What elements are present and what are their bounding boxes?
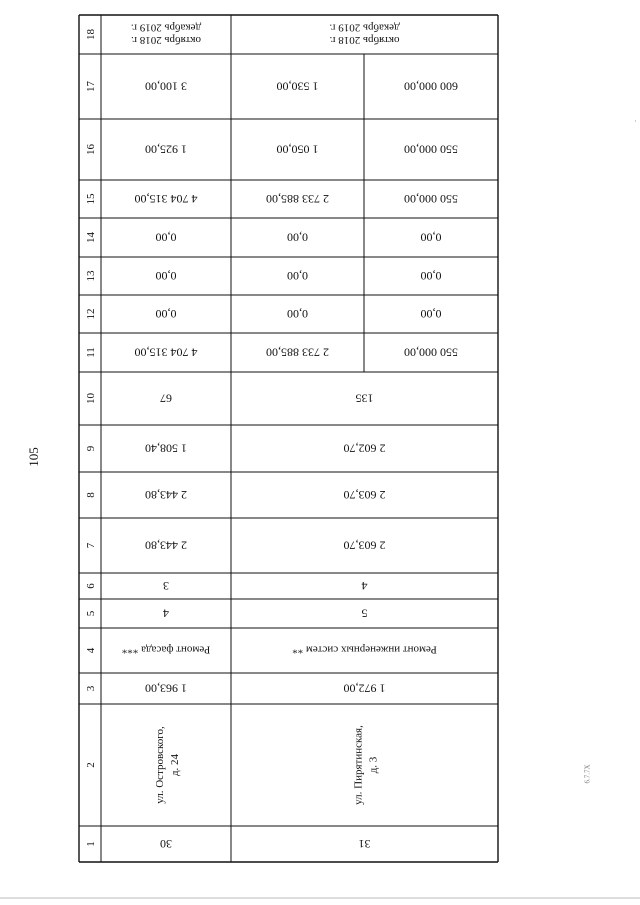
row31-number: 31 (358, 836, 371, 851)
row31-col5: 5 (361, 606, 368, 621)
row31-col17-b: 600 000,00 (404, 79, 458, 94)
column-number-4: 4 (84, 647, 97, 654)
column-number-8: 8 (84, 492, 97, 498)
column-number-14: 14 (84, 232, 97, 243)
column-number-17: 17 (84, 81, 97, 92)
column-number-7: 7 (84, 542, 97, 549)
row30-col9: 1 508,40 (145, 441, 187, 456)
row31-work-type: Ремонт инженерных систем ** (292, 643, 437, 656)
row31-col14-a: 0,00 (287, 230, 308, 245)
column-number-15: 15 (84, 193, 97, 205)
column-number-2: 2 (84, 762, 97, 768)
column-number-3: 3 (84, 685, 97, 692)
row31-col14-b: 0,00 (420, 230, 442, 245)
row30-col10: 67 (160, 391, 172, 406)
column-number-12: 12 (84, 308, 97, 320)
row31-col11-b: 550 000,00 (404, 345, 458, 360)
row31-col15-b: 550 000,00 (404, 191, 458, 206)
row31-col13-a: 0,00 (287, 268, 308, 283)
row31-col12-a: 0,00 (287, 306, 308, 321)
column-number-16: 16 (84, 144, 97, 155)
row30-col5: 4 (163, 606, 169, 621)
row30-col16: 1 925,00 (145, 142, 187, 157)
row30-col12: 0,00 (155, 306, 177, 321)
row31-col16-a: 1 050,00 (276, 142, 319, 157)
row30-area: 1 963,00 (145, 681, 187, 696)
row31-address-house: д. 3 (367, 756, 380, 774)
row31-col11-a: 2 733 885,00 (266, 345, 329, 360)
column-number-13: 13 (84, 270, 97, 282)
row30-col6: 3 (163, 578, 169, 593)
row30-number: 30 (160, 836, 172, 851)
row31-col8: 2 603,70 (343, 487, 386, 502)
row31-address: ул. Пирятинская, (352, 725, 365, 805)
row30-col17: 3 100,00 (145, 79, 187, 94)
row30-col8: 2 443,80 (145, 487, 187, 502)
row31-col6: 4 (361, 578, 368, 593)
row30-period: октябрь 2018 г.декабрь 2019 г. (130, 21, 202, 46)
row30-work-type: Ремонт фасада *** (121, 643, 211, 656)
row31-area: 1 972,00 (343, 681, 386, 696)
row31-col17-a: 1 530,00 (276, 79, 319, 94)
column-number-11: 11 (84, 347, 97, 358)
column-number-18: 18 (84, 29, 97, 40)
row30-col11: 4 704 315,00 (134, 345, 198, 360)
row30-col13: 0,00 (155, 268, 177, 283)
row31-col16-b: 550 000,00 (404, 142, 458, 157)
row31-col12-b: 0,00 (420, 306, 442, 321)
row31-col10: 135 (355, 391, 374, 406)
column-number-10: 10 (84, 393, 97, 404)
column-number-5: 5 (84, 610, 97, 617)
row31-col9: 2 602,70 (343, 441, 386, 456)
row30-address: ул. Островского, (153, 726, 166, 804)
column-number-9: 9 (84, 445, 97, 452)
row31-col7: 2 603,70 (343, 538, 386, 553)
column-number-1: 1 (84, 841, 97, 847)
row30-col7: 2 443,80 (145, 538, 187, 553)
page-number: 105 (26, 447, 41, 467)
column-number-6: 6 (84, 583, 97, 589)
row31-col13-b: 0,00 (420, 268, 442, 283)
row31-period: октябрь 2018 г.декабрь 2019 г. (329, 21, 400, 46)
row30-address-house: д. 24 (168, 753, 181, 777)
row31-col15-a: 2 733 885,00 (266, 191, 329, 206)
side-mark: 6.7.7Х (583, 764, 592, 784)
row30-col14: 0,00 (155, 230, 177, 245)
row30-col15: 4 704 315,00 (134, 191, 198, 206)
